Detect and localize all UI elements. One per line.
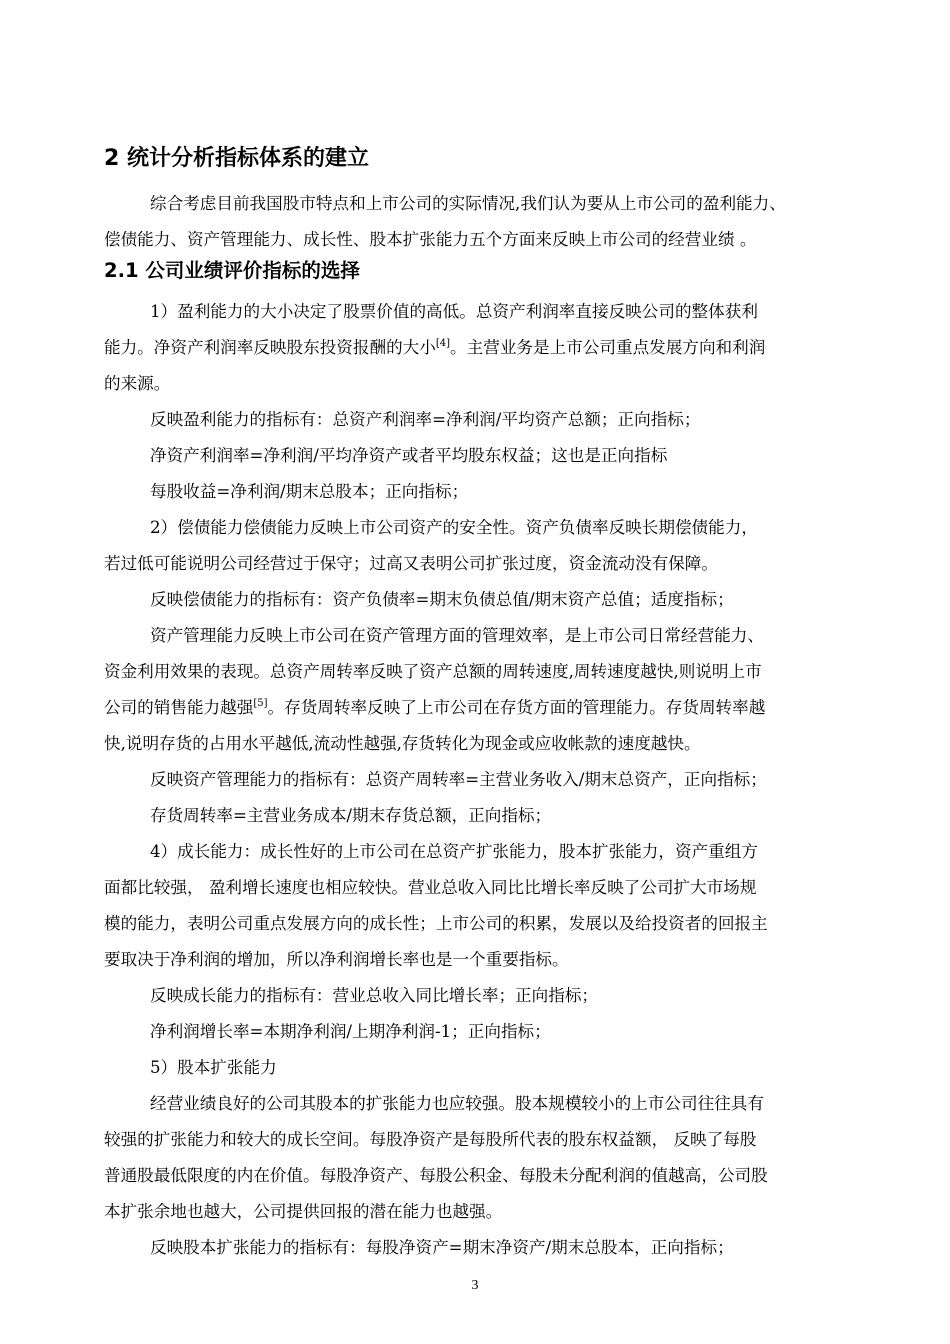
intro-line-1: 综合考虑目前我国股市特点和上市公司的实际情况,我们认为要从上市公司的盈利能力、 [150,194,786,213]
paragraph-line: 模的能力，表明公司重点发展方向的成长性；上市公司的积累，发展以及给投资者的回报主 [104,914,768,933]
paragraph-line: 4）成长能力：成长性好的上市公司在总资产扩张能力，股本扩张能力，资产重组方 [150,842,758,861]
paragraph-line: 快,说明存货的占用水平越低,流动性越强,存货转化为现金或应收帐款的速度越快。 [104,734,701,753]
paragraph-line: 资产管理能力反映上市公司在资产管理方面的管理效率，是上市公司日常经营能力、 [150,626,764,645]
paragraph-line: 要取决于净利润的增加，所以净利润增长率也是一个重要指标。 [104,950,569,969]
paragraph-line: 的来源。 [104,374,171,393]
citation-ref: [5] [253,698,268,709]
section-heading: 2 统计分析指标体系的建立 [104,146,369,171]
citation-ref: [4] [435,338,451,349]
paragraph-line: 反映资产管理能力的指标有：总资产周转率=主营业务收入/期末总资产，正向指标； [150,770,767,789]
paragraph-line: 反映偿债能力的指标有：资产负债率=期末负债总值/期末资产总值；适度指标； [150,590,734,609]
paragraph-line: 面都比较强， 盈利增长速度也相应较快。营业总收入同比比增长率反映了公司扩大市场规 [104,878,757,897]
paragraph-line: 公司的销售能力越强[5]。存货周转率反映了上市公司在存货方面的管理能力。存货周转率越 [104,698,766,717]
subsection-heading: 2.1 公司业绩评价指标的选择 [104,259,360,282]
paragraph-line: 较强的扩张能力和较大的成长空间。每股净资产是每股所代表的股东权益额， 反映了每股 [104,1130,757,1149]
paragraph-line: 普通股最低限度的内在价值。每股净资产、每股公积金、每股未分配利润的值越高，公司股 [104,1166,768,1185]
paragraph-line: 反映盈利能力的指标有：总资产利润率=净利润/平均资产总额；正向指标； [150,410,701,429]
paragraph-line: 5）股本扩张能力 [150,1058,277,1077]
paragraph-line: 反映成长能力的指标有：营业总收入同比增长率；正向指标； [150,986,599,1005]
paragraph-line: 净资产利润率=净利润/平均净资产或者平均股东权益；这也是正向指标 [150,446,668,465]
paragraph-line: 经营业绩良好的公司其股本的扩张能力也应较强。股本规模较小的上市公司往往具有 [150,1094,764,1113]
paragraph-line: 存货周转率=主营业务成本/期末存货总额，正向指标； [150,806,552,825]
paragraph-line: 资金利用效果的表现。总资产周转率反映了资产总额的周转速度,周转速度越快,则说明上市 [104,662,762,681]
page-number: 3 [471,1278,479,1293]
paragraph-line: 反映股本扩张能力的指标有：每股净资产=期末净资产/期末总股本，正向指标； [150,1238,734,1257]
paragraph-line: 净利润增长率=本期净利润/上期净利润-1；正向指标； [150,1022,551,1041]
paragraph-line: 1）盈利能力的大小决定了股票价值的高低。总资产利润率直接反映公司的整体获利 [150,302,758,321]
paragraph-line: 若过低可能说明公司经营过于保守；过高又表明公司扩张过度，资金流动没有保障。 [104,554,718,573]
paragraph-line: 2）偿债能力偿债能力反映上市公司资产的安全性。资产负债率反映长期偿债能力， [150,518,758,537]
paragraph-line: 能力。净资产利润率反映股东投资报酬的大小[4]。主营业务是上市公司重点发展方向和利润 [104,338,766,357]
paragraph-line: 每股收益=净利润/期末总股本；正向指标； [150,482,469,501]
intro-line-2: 偿债能力、资产管理能力、成长性、股本扩张能力五个方面来反映上市公司的经营业绩 。 [104,230,757,249]
paragraph-line: 本扩张余地也越大，公司提供回报的潜在能力也越强。 [104,1202,503,1221]
